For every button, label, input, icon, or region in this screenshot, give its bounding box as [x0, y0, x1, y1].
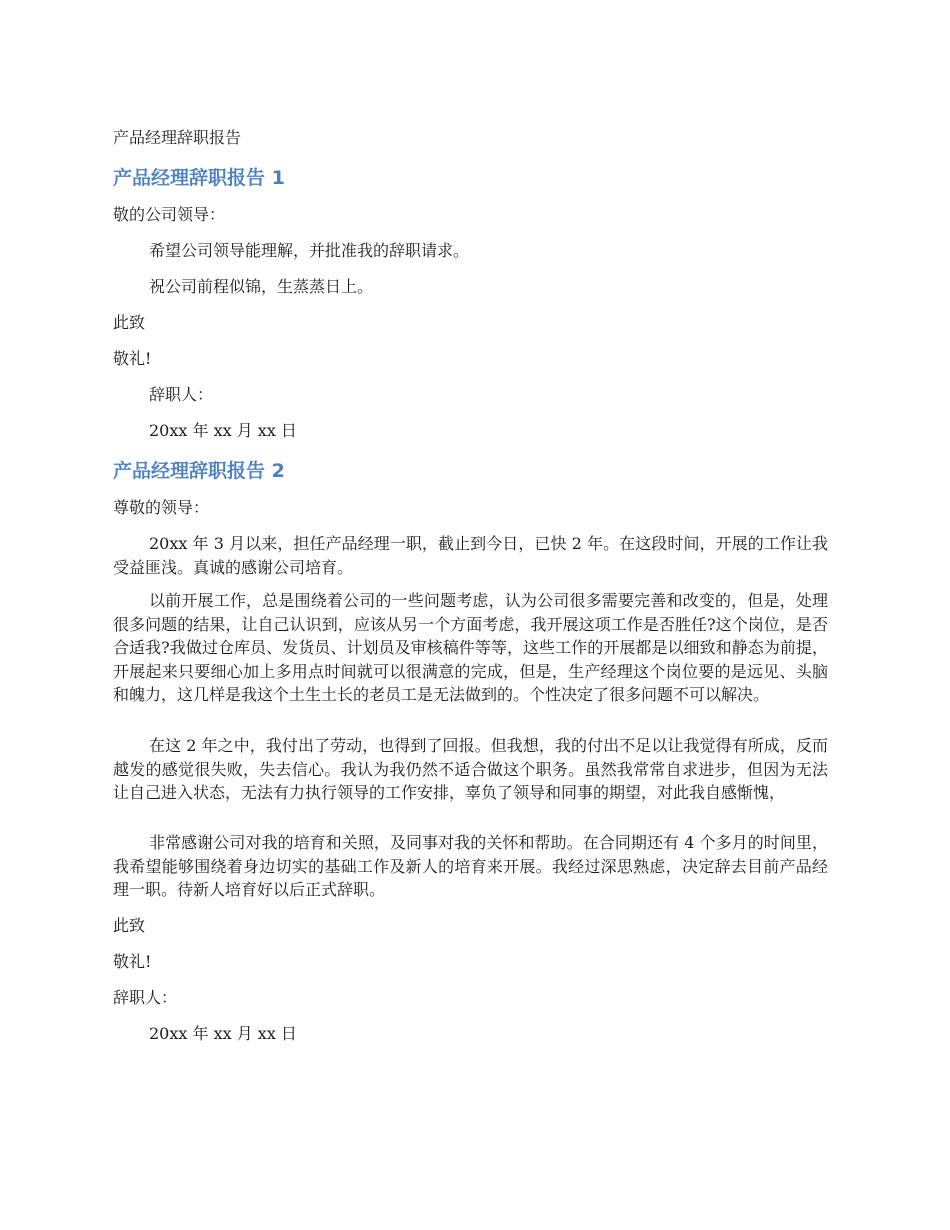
section-1-paragraph-1: 希望公司领导能理解，并批准我的辞职请求。: [149, 241, 470, 260]
section-1-paragraph-2: 祝公司前程似锦，生蒸蒸日上。: [149, 277, 374, 296]
document-title: 产品经理辞职报告: [113, 128, 242, 147]
section-1-heading: 产品经理辞职报告 1: [113, 167, 285, 189]
section-2-paragraph-2: 以前开展工作，总是围绕着公司的一些问题考虑，认为公司很多需要完善和改变的，但是，处理很多问题的结果，让自己认识到，应该从另一个方面考虑，我开展这项工作是否胜任?这个岗位，是否合适我?我做过仓库员、发货员、计划员及审核稿件等等，这些工作的开展都是以细致和静态为前提，开展起来只要细心加上多用点时间就可以很满意的完成，但是，生产经理这个岗位要的是远见、头脑和魄力，这几样是我这个土生土长的老员工是无法做到的。个性决定了很多问题不可以解决。: [113, 591, 828, 704]
section-2-signer: 辞职人：: [113, 988, 178, 1007]
section-2-paragraph-3: 在这 2 年之中，我付出了劳动，也得到了回报。但我想，我的付出不足以让我觉得有所成，反而越发的感觉很失败，失去信心。我认为我仍然不适合做这个职务。虽然我常常自求进步，但因为无法让自己进入状态，无法有力执行领导的工作安排，辜负了领导和同事的期望，对此我自感惭愧，: [113, 736, 828, 802]
section-1-salutation: 敬的公司领导：: [113, 205, 226, 224]
section-1-date: 20xx 年 xx 月 xx 日: [149, 421, 297, 440]
section-2-closing-1: 此致: [113, 916, 146, 935]
section-1-closing-1: 此致: [113, 313, 146, 332]
section-2-date: 20xx 年 xx 月 xx 日: [149, 1024, 297, 1043]
section-2-paragraph-1: 20xx 年 3 月以来，担任产品经理一职，截止到今日，已快 2 年。在这段时间，开展的工作让我受益匪浅。真诚的感谢公司培育。: [113, 534, 828, 577]
section-2-closing-2: 敬礼!: [113, 952, 152, 971]
section-1-closing-2: 敬礼!: [113, 349, 152, 368]
section-1-signer: 辞职人：: [149, 385, 214, 404]
section-2-paragraph-4: 非常感谢公司对我的培育和关照，及同事对我的关怀和帮助。在合同期还有 4 个多月的时间里，我希望能够围绕着身边切实的基础工作及新人的培育来开展。我经过深思熟虑，决定辞去目前产品经理一职。待新人培育好以后正式辞职。: [113, 833, 828, 899]
section-2-heading: 产品经理辞职报告 2: [113, 460, 285, 482]
section-2-salutation: 尊敬的领导：: [113, 498, 210, 517]
